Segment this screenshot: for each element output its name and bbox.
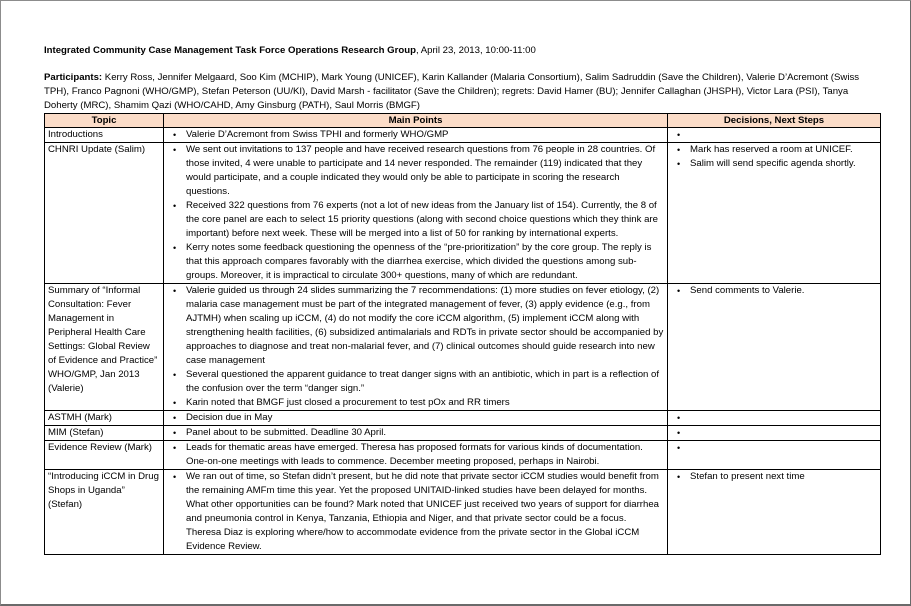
- table-row: [45, 470, 881, 555]
- meeting-minutes-document: [44, 44, 880, 555]
- bullet-icon: •: [677, 130, 681, 140]
- participants-paragraph: [44, 71, 880, 113]
- list-item: [173, 411, 664, 425]
- topic-cell: Summary of “Informal Consultation: Fever Management in Peripheral Health Care Settings: Global Review of Evidence and Practice” WHO/GMP, Jan 2013 (Valerie): [45, 284, 164, 411]
- topic-cell: Evidence Review (Mark): [45, 441, 164, 470]
- bullet-icon: •: [677, 428, 681, 438]
- main-points-list: [167, 411, 664, 425]
- list-item: [173, 441, 664, 469]
- decision-text: Stefan to present next time: [690, 471, 805, 482]
- main-point-text: Several questioned the apparent guidance to treat danger signs with an antibiotic, which in part is a reflection of the confusion over the term “danger sign.”: [186, 369, 660, 394]
- header-topic: Topic: [45, 114, 164, 128]
- main-points-cell: [164, 411, 668, 426]
- bullet-icon: •: [173, 243, 177, 253]
- decisions-cell: [668, 284, 881, 411]
- decisions-list: [671, 441, 877, 454]
- topic-cell: MIM (Stefan): [45, 426, 164, 441]
- bullet-icon: •: [677, 443, 681, 453]
- bullet-icon: •: [677, 286, 681, 296]
- list-item: [173, 143, 664, 199]
- participants-list: Kerry Ross, Jennifer Melgaard, Soo Kim (MCHIP), Mark Young (UNICEF), Karin Kallander (Malaria Consortium), Salim Sadruddin (Save the Children), Valerie D’Acremont (Swiss TPH), Franco Pagnoni (WHO/GMP), Stefan Peterson (UU/KI), David Marsh - facilitator (Save the Children); regrets: David Hamer (BU); Jennifer Callaghan (JHSPH), Victor Lara (PSI), Tanya Doherty (MRC), Shamim Qazi (WHO/CAHD, Amy Ginsburg (PATH), Saul Morris (BMGF): [44, 72, 860, 111]
- title-date: , April 23, 2013, 10:00-11:00: [415, 45, 536, 56]
- main-points-list: [167, 426, 664, 440]
- main-points-cell: [164, 470, 668, 555]
- list-item: [173, 128, 664, 142]
- decisions-list: [671, 426, 877, 439]
- decisions-list: [671, 411, 877, 424]
- main-points-list: [167, 143, 664, 283]
- main-point-text: Karin noted that BMGF just closed a procurement to test pOx and RR timers: [186, 397, 510, 408]
- header-main-points: Main Points: [164, 114, 668, 128]
- topic-cell: ASTMH (Mark): [45, 411, 164, 426]
- table-row: [45, 284, 881, 411]
- decision-text: Mark has reserved a room at UNICEF.: [690, 144, 853, 155]
- topic-cell: CHNRI Update (Salim): [45, 143, 164, 284]
- main-points-cell: [164, 143, 668, 284]
- bullet-icon: •: [677, 413, 681, 423]
- main-point-text: Received 322 questions from 76 experts (not a lot of new ideas from the January list of 154). Currently, the 8 of the core panel are each to select 15 priority questions (along with second choice questions which they think are important) before next week. These will be merged into a list of 50 for ranking by international experts.: [186, 200, 658, 239]
- list-item: [173, 396, 664, 410]
- list-item: [173, 199, 664, 241]
- table-row: [45, 128, 881, 143]
- table-body: [45, 128, 881, 555]
- bullet-icon: •: [173, 286, 177, 296]
- decisions-cell: [668, 441, 881, 470]
- main-points-cell: [164, 128, 668, 143]
- list-item: [677, 411, 877, 424]
- main-points-cell: [164, 426, 668, 441]
- bullet-icon: •: [173, 201, 177, 211]
- list-item: [173, 426, 664, 440]
- list-item: [677, 470, 877, 484]
- main-point-text: Valerie D’Acremont from Swiss TPHI and formerly WHO/GMP: [186, 129, 449, 140]
- topic-cell: Introductions: [45, 128, 164, 143]
- topic-cell: “Introducing iCCM in Drug Shops in Uganda” (Stefan): [45, 470, 164, 555]
- bullet-icon: •: [677, 159, 681, 169]
- decisions-cell: [668, 128, 881, 143]
- main-point-text: Panel about to be submitted. Deadline 30 April.: [186, 427, 387, 438]
- table-header-row: [45, 114, 881, 128]
- decisions-cell: [668, 143, 881, 284]
- bullet-icon: •: [173, 443, 177, 453]
- decision-text: Salim will send specific agenda shortly.: [690, 158, 856, 169]
- decisions-cell: [668, 411, 881, 426]
- bullet-icon: •: [173, 472, 177, 482]
- list-item: [173, 241, 664, 283]
- decisions-list: [671, 128, 877, 141]
- list-item: [677, 426, 877, 439]
- document-title: [44, 44, 880, 58]
- main-point-text: We sent out invitations to 137 people and have received research questions from 76 people in 28 countries. Of those invited, 4 were unable to participate and 14 never responded. The remainder (119) indicated that they would participate, and a couple indicated they would only be able to participate in scoring the research questions.: [186, 144, 656, 197]
- bullet-icon: •: [173, 370, 177, 380]
- bullet-icon: •: [173, 428, 177, 438]
- list-item: [173, 284, 664, 368]
- table-row: [45, 441, 881, 470]
- table-row: [45, 143, 881, 284]
- list-item: [173, 368, 664, 396]
- main-points-list: [167, 470, 664, 554]
- participants-label: Participants:: [44, 72, 103, 83]
- main-points-cell: [164, 284, 668, 411]
- main-point-text: Leads for thematic areas have emerged. Theresa has proposed formats for various kinds of documentation. One-on-one meetings with leads to commence. December meeting proposed, perhaps in Nairobi.: [186, 442, 643, 467]
- table-row: [45, 426, 881, 441]
- list-item: [677, 284, 877, 298]
- minutes-table: [44, 113, 881, 555]
- bullet-icon: •: [173, 413, 177, 423]
- table-row: [45, 411, 881, 426]
- bullet-icon: •: [173, 398, 177, 408]
- title-bold: Integrated Community Case Management Task Force Operations Research Group: [44, 45, 416, 56]
- main-point-text: Valerie guided us through 24 slides summarizing the 7 recommendations: (1) more studies on fever etiology, (2) malaria case management must be part of the integrated management of fever, (3) apply evidence (e.g., from AJTMH) when scaling up iCCM, (4) do not modify the core iCCM algorithm, (5) implement iCCM along with strengthening health facilities, (6) subsidized antimalarials and RDTs in private sector should be accompanied by approaches to diagnose and treat non-malarial fever, and (7) clinical outcomes should guide research into new case management: [186, 285, 664, 366]
- main-point-text: Decision due in May: [186, 412, 273, 423]
- main-point-text: Kerry notes some feedback questioning the openness of the “pre-prioritization” by the core group. The reply is that this approach compares favorably with the diarrhea exercise, which divided the questions among sub-groups. Moreover, it is impractical to circulate 300+ questions, many of which are redundant.: [186, 242, 652, 281]
- decisions-list: [671, 470, 877, 484]
- decisions-cell: [668, 470, 881, 555]
- decisions-cell: [668, 426, 881, 441]
- main-point-text: We ran out of time, so Stefan didn’t present, but he did note that private sector iCCM studies would benefit from the remaining AMFm time this year. Yet the proposed UNITAID-linked studies have been delayed for months. What other opportunities can be found? Mark noted that UNICEF just received two years of support for diarrhea and pneumonia control in Kenya, Tanzania, Ethiopia and Niger, and that private sector could be a focus. Theresa Diaz is exploring where/how to accommodate evidence from the private sector in the Global iCCM Evidence Review.: [186, 471, 660, 552]
- bullet-icon: •: [677, 145, 681, 155]
- decision-text: Send comments to Valerie.: [690, 285, 805, 296]
- list-item: [677, 157, 877, 171]
- main-points-list: [167, 441, 664, 469]
- decisions-list: [671, 143, 877, 171]
- main-points-list: [167, 128, 664, 142]
- header-decisions: Decisions, Next Steps: [668, 114, 881, 128]
- list-item: [173, 470, 664, 554]
- bullet-icon: •: [173, 130, 177, 140]
- bullet-icon: •: [677, 472, 681, 482]
- list-item: [677, 143, 877, 157]
- main-points-cell: [164, 441, 668, 470]
- decisions-list: [671, 284, 877, 298]
- bullet-icon: •: [173, 145, 177, 155]
- main-points-list: [167, 284, 664, 410]
- list-item: [677, 128, 877, 141]
- list-item: [677, 441, 877, 454]
